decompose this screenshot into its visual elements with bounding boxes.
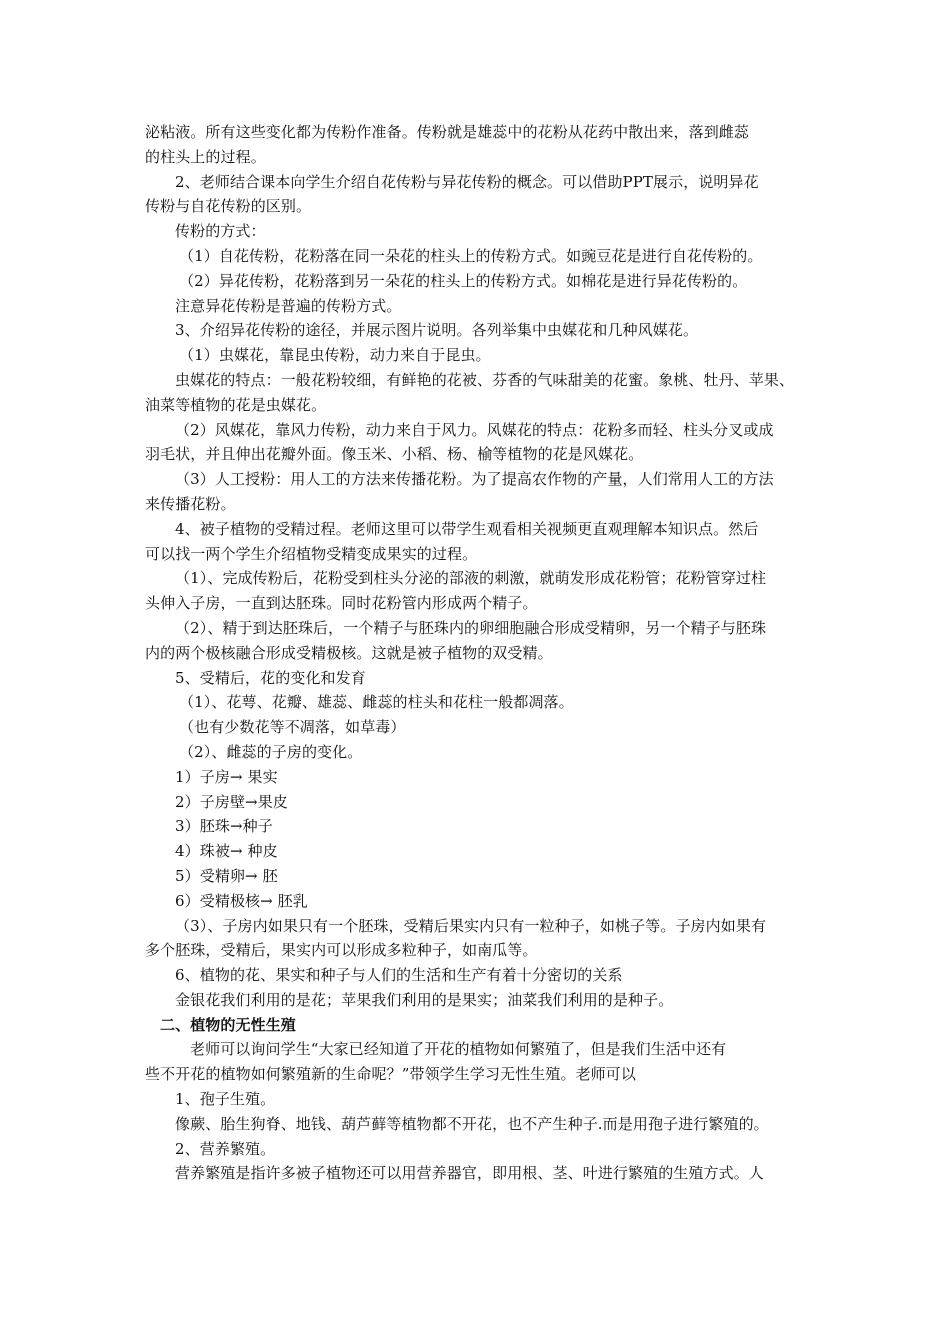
text-line: 2、老师结合课本向学生介绍自花传粉与异花传粉的概念。可以借助PPT展示，说明异花 — [175, 172, 759, 191]
text-line: 来传播花粉。 — [145, 494, 236, 513]
text-line: 羽毛状，并且伸出花瓣外面。像玉米、小稻、杨、榆等植物的花是风媒花。 — [145, 445, 644, 464]
text-line: 2）子房壁→果皮 — [175, 792, 288, 811]
text-line: （2）、雌蕊的子房的变化。 — [179, 742, 363, 761]
text-line: 3）胚珠→种子 — [175, 817, 273, 836]
text-line: 4、被子植物的受精过程。老师这里可以带学生观看相关视频更直观理解本知识点。然后 — [175, 519, 759, 538]
text-line: （1）、花萼、花瓣、雄蕊、雌蕊的柱头和花柱一般都凋落。 — [179, 693, 574, 712]
text-line: （3）、子房内如果只有一个胚珠，受精后果实内只有一粒种子，如桃子等。子房内如果有 — [175, 916, 767, 935]
text-line: 虫媒花的特点：一般花粉较细，有鲜艳的花被、芬香的气味甜美的花蜜。象桃、牡丹、苹果、 — [175, 370, 795, 389]
text-line: 3、介绍异花传粉的途径，并展示图片说明。各列举集中虫媒花和几种风媒花。 — [175, 321, 699, 340]
text-line: 1、孢子生殖。 — [175, 1090, 276, 1109]
text-line: （2）风媒花，靠风力传粉，动力来自于风力。风媒花的特点：花粉多而轻、柱头分叉或成 — [175, 420, 774, 439]
text-line: 4）珠被→ 种皮 — [175, 842, 278, 861]
text-line: 油菜等植物的花是虫媒花。 — [145, 395, 327, 414]
text-line: 2、营养繁殖。 — [175, 1139, 276, 1158]
text-line: 5）受精卵→ 胚 — [175, 866, 278, 885]
text-line: 传粉与自花传粉的区别。 — [145, 197, 312, 216]
text-line: （1）、完成传粉后，花粉受到柱头分泌的部液的刺激，就萌发形成花粉管；花粉管穿过柱 — [175, 569, 767, 588]
text-line: 注意异花传粉是普遍的传粉方式。 — [175, 296, 402, 315]
text-line: （1）自花传粉，花粉落在同一朵花的柱头上的传粉方式。如豌豆花是进行自花传粉的。 — [179, 246, 763, 265]
text-line: 可以找一两个学生介绍植物受精变成果实的过程。 — [145, 544, 478, 563]
text-line: 像蕨、胎生狗脊、地钱、葫芦藓等植物都不开花，也不产生种子.而是用孢子进行繁殖的。 — [175, 1114, 769, 1133]
text-line: 些不开花的植物如何繁殖新的生命呢？”带领学生学习无性生殖。老师可以 — [145, 1065, 636, 1084]
text-line: （2）异花传粉，花粉落到另一朵花的柱头上的传粉方式。如棉花是进行异花传粉的。 — [179, 271, 748, 290]
text-line: 6）受精极核→ 胚乳 — [175, 891, 308, 910]
text-line: （3）人工授粉：用人工的方法来传播花粉。为了提高农作物的产量，人们常用人工的方法 — [175, 470, 774, 489]
text-line: 内的两个极核融合形成受精极核。这就是被子植物的双受精。 — [145, 643, 553, 662]
text-line: 头伸入子房，一直到达胚珠。同时花粉管内形成两个精子。 — [145, 594, 538, 613]
text-line: 6、植物的花、果实和种子与人们的生活和生产有着十分密切的关系 — [175, 966, 623, 985]
text-line: 泌粘液。所有这些变化都为传粉作准备。传粉就是雄蕊中的花粉从花药中散出来，落到雌蕊 — [145, 123, 750, 141]
text-line: 营养繁殖是指许多被子植物还可以用营养器官，即用根、茎、叶进行繁殖的生殖方式。人 — [175, 1164, 764, 1183]
text-line: 多个胚珠，受精后，果实内可以形成多粒种子，如南瓜等。 — [145, 941, 538, 960]
text-line: 传粉的方式： — [175, 222, 266, 241]
text-line: 金银花我们利用的是花；苹果我们利用的是果实；油菜我们利用的是种子。 — [175, 990, 674, 1009]
section-heading: 二、植物的无性生殖 — [160, 1015, 296, 1034]
text-line: （也有少数花等不凋落，如草毒） — [179, 718, 406, 737]
text-line: 的柱头上的过程。 — [145, 147, 266, 166]
text-line: 1）子房→ 果实 — [175, 767, 278, 786]
text-line: （2）、精于到达胚珠后，一个精子与胚珠内的卵细胞融合形成受精卵，另一个精子与胚珠 — [175, 618, 767, 637]
text-line: 5、受精后，花的变化和发育 — [175, 668, 366, 687]
text-line: （1）虫媒花，靠昆虫传粉，动力来自于昆虫。 — [179, 346, 491, 365]
document-body — [145, 120, 820, 1186]
text-line: 老师可以询问学生“大家已经知道了开花的植物如何繁殖了，但是我们生活中还有 — [190, 1040, 727, 1059]
